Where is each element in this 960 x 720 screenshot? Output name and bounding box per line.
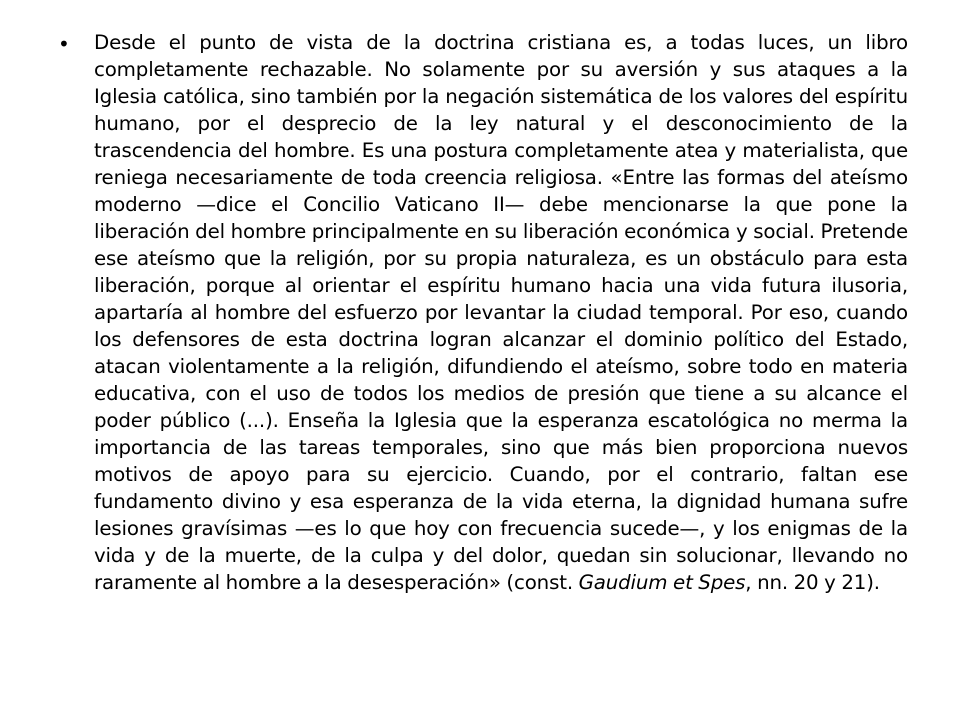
paragraph-text-main: Desde el punto de vista de la doctrina cristiana es, a todas luces, un libro completamente rechazable. No solamente por su aversión y sus ataques a la Iglesia católica, sino también por la negación sistemática de los valores del espíritu humano, por el desprecio de la ley natural y el desconocimiento de la trascendencia del hombre. Es una postura completamente atea y materialista, que reniega necesariamente de toda creencia religiosa. «Entre las formas del ateísmo moderno —dice el Concilio Vaticano II— debe mencionarse la que pone la liberación del hombre principalmente en su liberación económica y social. Pretende ese ateísmo que la religión, por su propia naturaleza, es un obstáculo para esta liberación, porque al orientar el espíritu humano hacia una vida futura ilusoria, apartaría al hombre del esfuerzo por levantar la ciudad temporal. Por eso, cuando los defensores de esta doctrina logran alcanzar el dominio político del Estado, atacan violentamente a la religión, difundiendo el ateísmo, sobre todo en materia educativa, con el uso de todos los medios de presión que tiene a su alcance el poder público (...). Enseña la Iglesia que la esperanza escatológica no merma la importancia de las tareas temporales, sino que más bien proporciona nuevos motivos de apoyo para su ejercicio. Cuando, por el contrario, faltan ese fundamento divino y esa esperanza de la vida eterna, la dignidad humana sufre lesiones gravísimas —es lo que hoy con frecuencia sucede—, y los enigmas de la vida y de la muerte, de la culpa y del dolor, quedan sin solucionar, llevando no raramente al hombre a la desesperación» (const.: [94, 31, 908, 594]
bullet-paragraph: [94, 29, 908, 596]
bullet-item: [58, 29, 908, 596]
italic-document-title: Gaudium et Spes: [578, 571, 746, 594]
paragraph-text-end: , nn. 20 y 21).: [745, 571, 880, 594]
bullet-dot-icon: •: [58, 32, 70, 56]
